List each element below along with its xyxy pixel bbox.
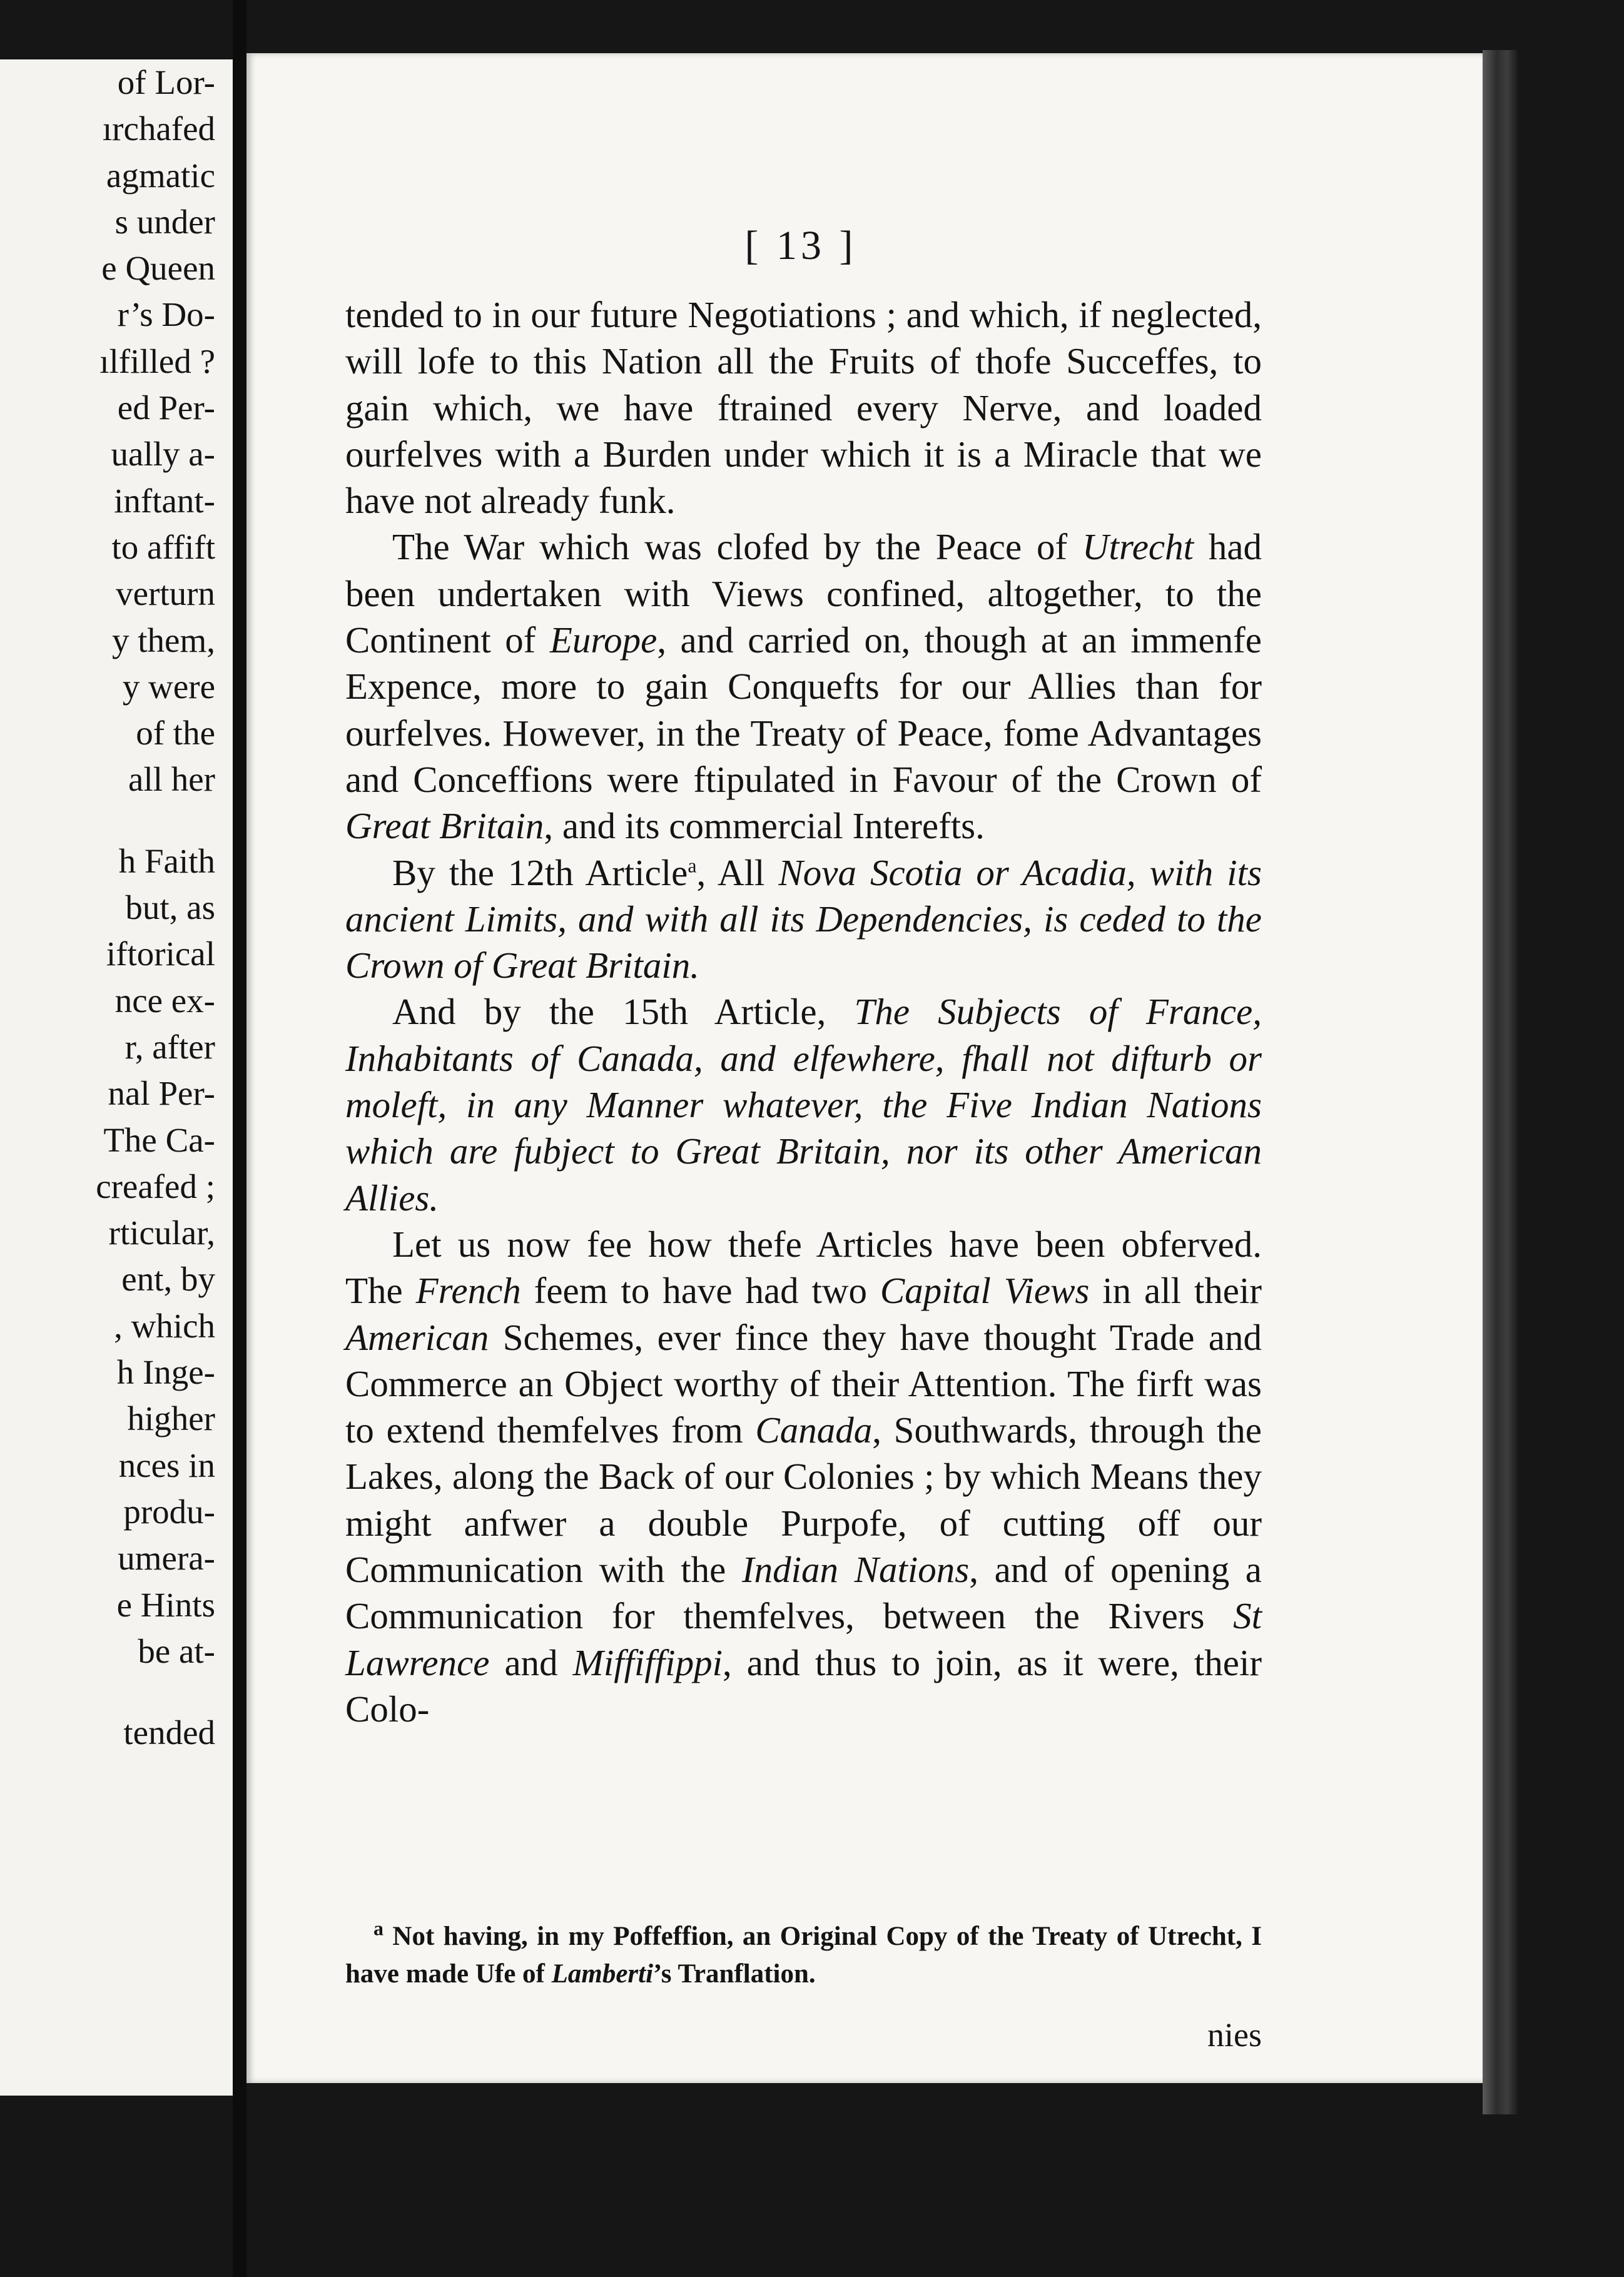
left-page-line-fragment: The Ca- [103,1120,215,1159]
text-run: And by the 15th Article, [392,991,855,1033]
left-page-text-fragments [0,59,215,1756]
fragment-spacer [0,803,215,838]
paragraph [345,292,1262,524]
left-page-line-fragment: y them, [112,621,215,659]
footnote-marker: a [373,1917,383,1940]
italic-run: Miffiffippi [572,1641,723,1683]
book-gutter [233,0,246,2277]
text-run: Schemes, ever fince they have thought Trade and Commerce an Object worthy of their Attention. The firft was to extend themfelves from [345,1316,1262,1451]
left-page-line-fragment: e Queen [101,249,215,288]
text-run: feem to have had two [520,1270,880,1312]
left-page-line-fragment: umera- [118,1539,215,1578]
left-page-line-fragment: nces in [118,1446,215,1484]
left-page-line-fragment: verturn [116,574,215,613]
left-page-line-fragment: ent, by [121,1260,215,1299]
left-page-line-fragment: nce ex- [114,981,215,1020]
text-run: , Southwards, through the Lakes, along the Back of our Colonies ; by which Means they might anfwer a double Purpofe, of cutting off our Communication with the [345,1409,1262,1591]
italic-run: Europe [549,619,657,661]
left-page-line-fragment: produ- [123,1492,215,1531]
text-run: had been undertaken with Views confined, altogether, to the Continent of [345,526,1262,661]
left-page-line-fragment: h Inge- [116,1353,215,1392]
italic-run: Capital Views [880,1270,1090,1312]
paragraph [345,988,1262,1220]
left-page-line-fragment: r’s Do- [117,295,215,334]
left-page-line-fragment: inftant- [114,481,215,520]
left-page-line-fragment: nal Per- [108,1074,215,1113]
italic-run: American [345,1316,489,1358]
left-page-line-fragment: rticular, [108,1214,215,1252]
italic-run: The Subjects of France, Inhabitants of Canada, and elfewhere, fhall not difturb or moleft, in any Manner whatever, the Five Indian Nations which are fubject to Great Britain, nor its other American Allies. [345,991,1262,1219]
paragraph [345,849,1262,989]
left-page-line-fragment: higher [127,1399,215,1438]
footnote-marker: a [688,853,697,876]
fragment-spacer [0,1675,215,1710]
left-page-line-fragment: h Faith [118,841,215,880]
italic-run: Lamberti [551,1959,654,1989]
text-run: and [489,1641,573,1683]
left-page-line-fragment: e Hints [116,1585,215,1624]
italic-run: Nova Scotia or Acadia, with its ancient Limits, and with all its Dependencies, is ceded to the Crown of Great Britain. [345,851,1262,986]
text-run: The War which was clofed by the Peace of [392,526,1082,568]
left-page-line-fragment: all her [128,760,215,799]
italic-run: Canada [755,1409,873,1451]
left-page-line-fragment: agmatic [106,156,215,195]
paragraph [345,1221,1262,1732]
italic-run: French [415,1270,521,1312]
italic-run: Indian Nations [741,1549,970,1591]
page-edge-shadow [1483,50,1518,2114]
text-run: , and carried on, though at an immenfe Expence, more to gain Conquefts for our Allies than for ourfelves. However, in the Treaty of Peace, fome Advantages and Conceffions were ftipulated in Favour of the Crown of [345,619,1262,800]
italic-run: Great Britain [345,805,544,847]
body-text [345,292,1262,1732]
footnote [345,1918,1262,1993]
catchword: nies [1207,2016,1262,2054]
text-run: in all their [1089,1270,1262,1312]
page-number-header: [ 13 ] [744,223,857,268]
left-page-line-fragment: ed Per- [117,388,215,427]
text-run: By the 12th Article [392,851,688,893]
text-run: , All [696,851,779,893]
text-run: , and of opening a Communication for themfelves, between the Rivers [345,1549,1262,1637]
left-page-line-fragment: of Lor- [117,63,215,101]
left-page-line-fragment: creafed ; [96,1167,215,1205]
left-page-line-fragment: y were [122,667,215,706]
left-page-line-fragment: , which [114,1306,215,1345]
left-page [0,59,233,2096]
text-run: Let us now fee how thefe Articles have been obferved. The [345,1223,1262,1312]
text-run: Not having, in my Poffeffion, an Original Copy of the Treaty of Utrecht, I have made Ufe of [345,1922,1262,1989]
left-page-line-fragment: of the [136,714,215,753]
footnote-text [345,1918,1262,1993]
left-page-line-fragment: ırchafed [102,109,215,148]
left-page-line-fragment: tended [123,1713,215,1752]
left-page-line-fragment: ılfilled ? [99,342,215,380]
text-run: , and thus to join, as it were, their Colo- [345,1641,1262,1730]
left-page-line-fragment: s under [114,202,215,241]
italic-run: St Lawrence [345,1595,1262,1683]
italic-run: Utrecht [1082,526,1194,568]
left-page-line-fragment: but, as [125,888,215,927]
text-run: , and its commercial Interefts. [544,805,985,847]
left-page-line-fragment: iftorical [106,935,215,973]
left-page-line-fragment: ually a- [111,435,215,474]
left-page-line-fragment: to affift [111,527,215,566]
paragraph [345,524,1262,849]
text-run: ’s Tranflation. [653,1959,816,1989]
text-run: tended to in our future Negotiations ; and which, if neglected, will lofe to this Nation all the Fruits of thofe Succeffes, to gain which, we have ftrained every Nerve, and loaded ourfelves with a Burden under which it is a Miracle that we have not already funk. [345,294,1262,522]
left-page-line-fragment: r, after [124,1027,215,1066]
left-page-line-fragment: be at- [138,1631,215,1670]
